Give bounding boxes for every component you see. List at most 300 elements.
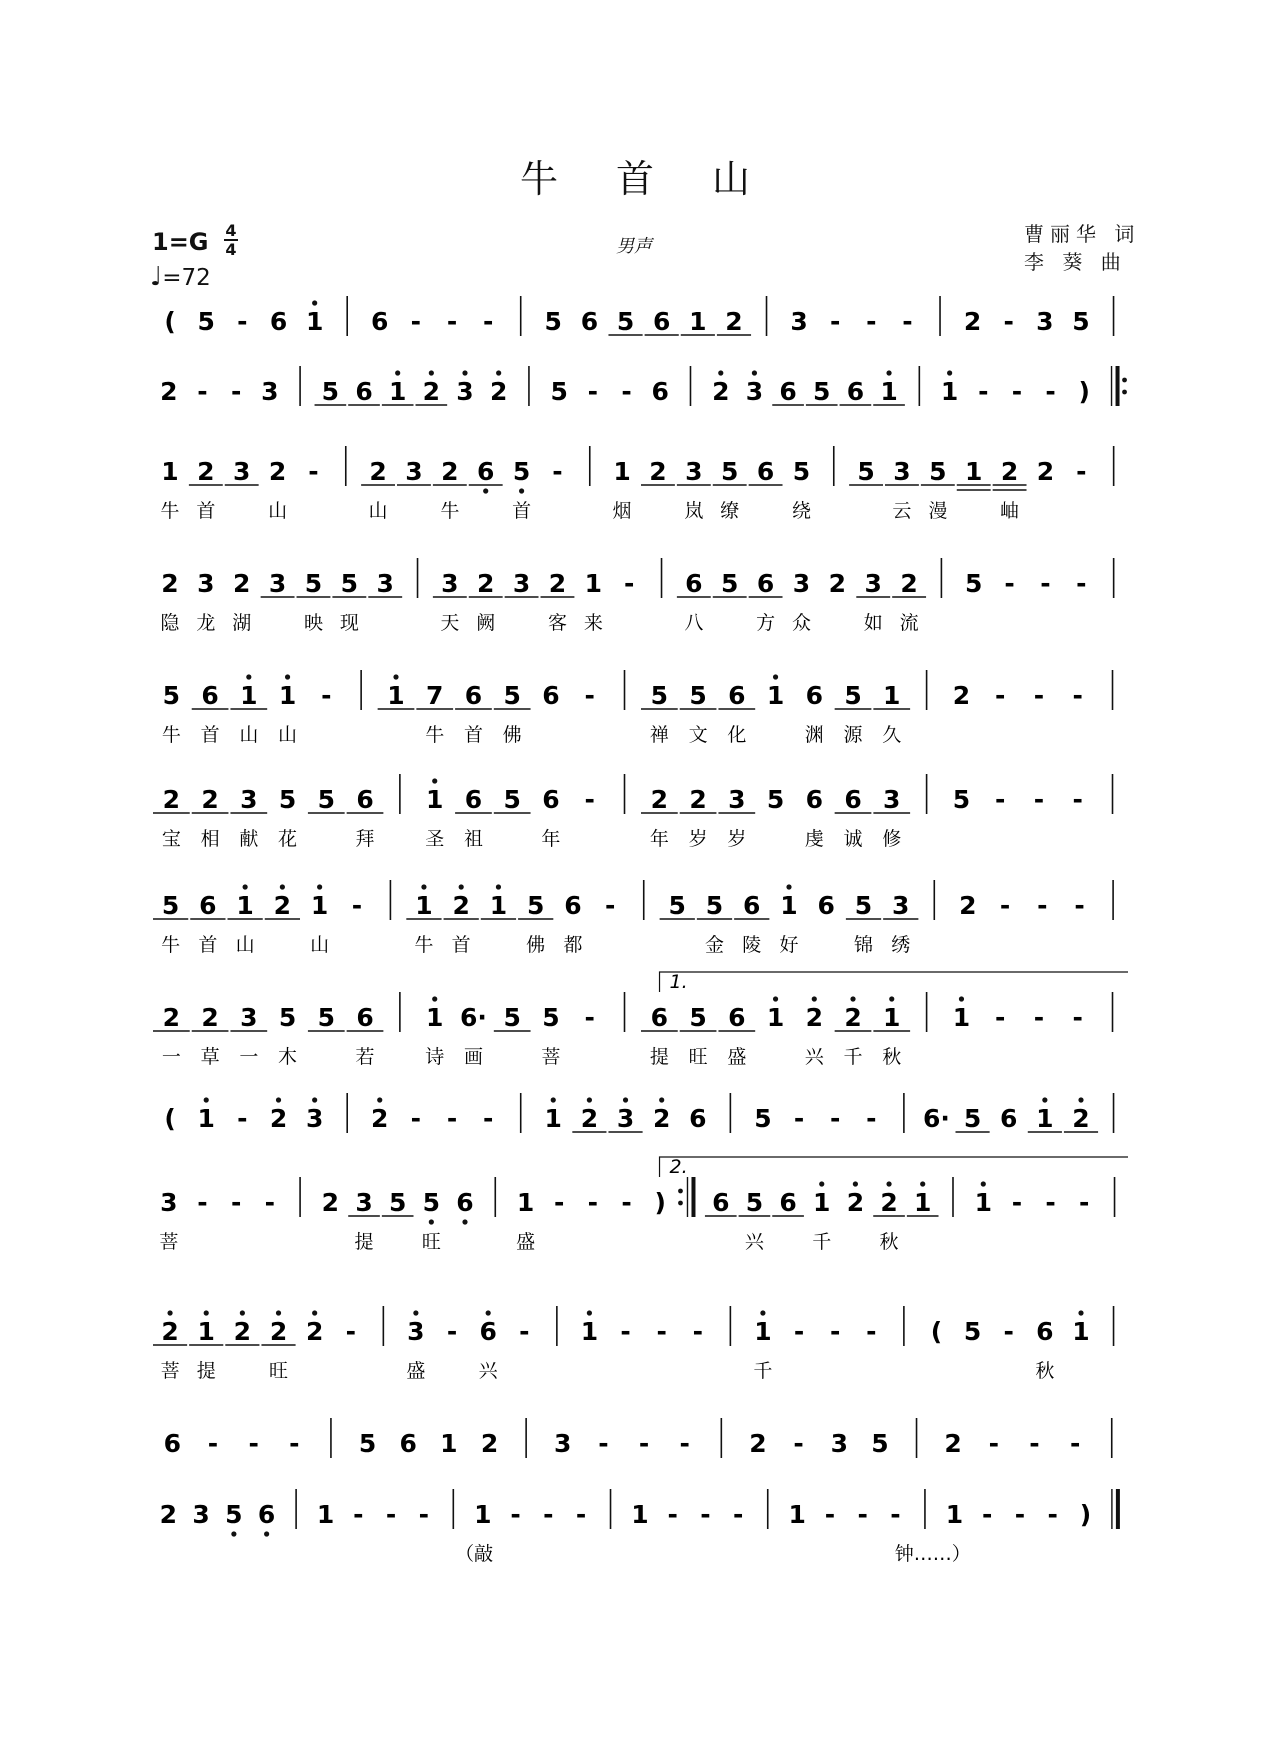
dash-sustain: - bbox=[230, 1188, 242, 1217]
dash-sustain: - bbox=[1011, 377, 1023, 406]
note-number: 3 bbox=[405, 457, 423, 486]
note-number: 1 bbox=[316, 1500, 335, 1529]
note-number: 2 bbox=[959, 891, 977, 920]
dash-sustain: - bbox=[1076, 457, 1087, 486]
note-number: 2 bbox=[725, 307, 743, 336]
lyric-syllable: 金 bbox=[704, 934, 725, 956]
lyric-syllable: 首 bbox=[200, 724, 220, 746]
high-octave-dot bbox=[204, 1310, 209, 1315]
volta-label: 2. bbox=[669, 1156, 688, 1178]
lyric-syllable: 诚 bbox=[843, 828, 863, 850]
note-number: 2 bbox=[273, 891, 292, 920]
note-number: 6 bbox=[805, 681, 823, 710]
note-number: 5 bbox=[721, 457, 739, 486]
high-octave-dot bbox=[760, 1310, 765, 1315]
note-number: 5 bbox=[965, 569, 983, 598]
lyric-syllable: 兴 bbox=[478, 1360, 498, 1382]
lyric-syllable: 绕 bbox=[791, 500, 811, 522]
volta-bracket bbox=[660, 972, 1128, 992]
note-number: 6 bbox=[844, 785, 862, 814]
note-number: 1 bbox=[788, 1500, 806, 1529]
note-number: 6 bbox=[269, 307, 288, 336]
dash-sustain: - bbox=[552, 457, 563, 486]
note-number: 1 bbox=[945, 1500, 964, 1529]
lyric-syllable: 拜 bbox=[355, 828, 375, 850]
note-number: 1 bbox=[426, 785, 444, 814]
lyric-syllable: 佛 bbox=[502, 724, 522, 746]
note-number: 5 bbox=[668, 891, 686, 920]
dash-sustain: - bbox=[197, 1188, 208, 1217]
note-number: 5 bbox=[512, 457, 531, 486]
note-number: 2 bbox=[162, 1003, 181, 1032]
note-number: 6 bbox=[1036, 1317, 1054, 1346]
note-number: 1 bbox=[584, 569, 603, 598]
lyric-syllable: 献 bbox=[239, 828, 259, 850]
dash-sustain: - bbox=[1003, 307, 1014, 336]
lyric-syllable: 好 bbox=[779, 934, 799, 956]
note-number: 6 bbox=[1000, 1104, 1018, 1133]
lyric-syllable: 现 bbox=[339, 612, 359, 634]
lyric-syllable: 兴 bbox=[804, 1046, 824, 1068]
note-number: 6 bbox=[779, 1188, 797, 1217]
note-number: 5 bbox=[225, 1500, 243, 1529]
lyric-syllable: 秋 bbox=[882, 1046, 902, 1068]
low-octave-dot bbox=[429, 1219, 434, 1224]
dash-sustain: - bbox=[1037, 891, 1048, 920]
dash-sustain: - bbox=[289, 1429, 300, 1458]
dash-sustain: - bbox=[1072, 681, 1083, 710]
note-number: 6 bbox=[356, 1003, 374, 1032]
dash-sustain: - bbox=[830, 307, 841, 336]
lyric-syllable: 岫 bbox=[1000, 500, 1020, 522]
note-number: 5 bbox=[550, 377, 568, 406]
lyric-syllable: 年 bbox=[649, 828, 669, 850]
note-number: 6 bbox=[805, 785, 823, 814]
lyric-syllable: 花 bbox=[278, 828, 298, 850]
note-number: 5 bbox=[871, 1429, 889, 1458]
note-number: 6 bbox=[712, 1188, 730, 1217]
dash-sustain: - bbox=[598, 1429, 609, 1458]
dash-sustain: - bbox=[1014, 1500, 1026, 1529]
note-number: 6 bbox=[728, 1003, 746, 1032]
dash-sustain: - bbox=[1074, 891, 1085, 920]
lyric-syllable: 钟……） bbox=[894, 1543, 971, 1565]
note-number: 1 bbox=[440, 1429, 458, 1458]
note-number: 2 bbox=[161, 1317, 179, 1346]
dash-sustain: - bbox=[866, 307, 877, 336]
lyric-syllable: 盛 bbox=[727, 1046, 747, 1068]
lyric-syllable: 山 bbox=[310, 934, 330, 956]
note-number: 2 bbox=[269, 1317, 288, 1346]
note-number: ( bbox=[930, 1317, 943, 1346]
high-octave-dot bbox=[659, 1097, 664, 1102]
note-number: ) bbox=[654, 1188, 666, 1217]
note-number: 3 bbox=[554, 1429, 572, 1458]
lyric-syllable: 旺 bbox=[688, 1046, 708, 1068]
note-number: 6 bbox=[689, 1104, 707, 1133]
note-number: 2 bbox=[269, 1104, 288, 1133]
note-number: 1 bbox=[415, 891, 433, 920]
note-number: ) bbox=[1079, 1500, 1092, 1529]
note-number: 6 bbox=[685, 569, 703, 598]
note-number: 1 bbox=[952, 1003, 971, 1032]
note-number: 5 bbox=[857, 457, 875, 486]
dash-sustain: - bbox=[1004, 569, 1015, 598]
note-number: 6 bbox=[756, 569, 775, 598]
note-number: 1 bbox=[387, 681, 405, 710]
lyric-syllable: 禅 bbox=[649, 724, 669, 746]
repeat-dot bbox=[1122, 390, 1127, 395]
lyric-syllable: 众 bbox=[791, 612, 811, 634]
lyric-syllable: 山 bbox=[268, 500, 288, 522]
lyric-syllable: 千 bbox=[812, 1231, 832, 1253]
lyric-syllable: 烟 bbox=[612, 500, 632, 522]
note-number: 5 bbox=[162, 681, 181, 710]
dash-sustain: - bbox=[308, 457, 319, 486]
note-number: 6 bbox=[756, 457, 775, 486]
lyric-syllable: 岁 bbox=[688, 828, 708, 850]
quarter-note-icon: ♩ bbox=[150, 262, 163, 292]
lyric-syllable: 化 bbox=[727, 724, 747, 746]
note-number: 3 bbox=[240, 785, 258, 814]
note-number: ( bbox=[164, 1104, 176, 1133]
dash-sustain: - bbox=[584, 785, 595, 814]
high-octave-dot bbox=[486, 1310, 491, 1315]
lyric-syllable: 锦 bbox=[854, 934, 874, 956]
lyric-syllable: 阙 bbox=[476, 612, 496, 634]
note-number: 6 bbox=[728, 681, 746, 710]
note-number: 2 bbox=[900, 569, 918, 598]
note-number: 1 bbox=[754, 1317, 772, 1346]
high-octave-dot bbox=[432, 996, 437, 1001]
low-octave-dot bbox=[483, 488, 488, 493]
dash-sustain: - bbox=[587, 1188, 599, 1217]
note-number: 3 bbox=[407, 1317, 425, 1346]
high-octave-dot bbox=[1078, 1310, 1083, 1315]
repeat-dot bbox=[1122, 378, 1127, 383]
lyric-syllable: 流 bbox=[899, 612, 919, 634]
note-number: 2 bbox=[162, 785, 181, 814]
lyric-syllable: 八 bbox=[684, 612, 704, 634]
lyric-syllable: 一 bbox=[239, 1046, 259, 1068]
note-number: 3 bbox=[268, 569, 287, 598]
note-number: 1 bbox=[310, 891, 329, 920]
note-number: 2 bbox=[321, 1188, 340, 1217]
lyric-syllable: 菩 bbox=[159, 1231, 179, 1253]
lyric-syllable: （敲 bbox=[455, 1543, 494, 1565]
note-number: 2 bbox=[159, 1500, 178, 1529]
low-octave-dot bbox=[519, 488, 524, 493]
note-number: 2 bbox=[160, 377, 178, 406]
dash-sustain: - bbox=[554, 1188, 565, 1217]
note-number: 3 bbox=[792, 569, 811, 598]
dash-sustain: - bbox=[207, 1429, 219, 1458]
dash-sustain: - bbox=[733, 1500, 744, 1529]
note-number: 5 bbox=[388, 1188, 407, 1217]
high-octave-dot bbox=[204, 1097, 209, 1102]
dash-sustain: - bbox=[988, 1429, 999, 1458]
note-number: 6 bbox=[201, 681, 219, 710]
lyric-syllable: 文 bbox=[688, 724, 708, 746]
lyric-syllable: 年 bbox=[541, 828, 561, 850]
lyric-syllable: 千 bbox=[753, 1360, 773, 1382]
lyric-syllable: 画 bbox=[463, 1046, 483, 1068]
note-number: 5 bbox=[963, 1104, 982, 1133]
note-number: 5 bbox=[813, 377, 831, 406]
lyric-syllable: 山 bbox=[368, 500, 388, 522]
note-number: 3 bbox=[160, 1188, 178, 1217]
high-octave-dot bbox=[167, 1310, 172, 1315]
dash-sustain: - bbox=[830, 1317, 841, 1346]
lyric-syllable: 兴 bbox=[744, 1231, 764, 1253]
lyric-syllable: 如 bbox=[863, 612, 883, 634]
high-octave-dot bbox=[623, 1097, 628, 1102]
note-number: 1 bbox=[305, 307, 324, 336]
note-number: 1 bbox=[474, 1500, 492, 1529]
note-number: 3 bbox=[305, 1104, 324, 1133]
dash-sustain: - bbox=[248, 1429, 259, 1458]
note-number: 3 bbox=[192, 1500, 210, 1529]
note-number: 2 bbox=[1036, 457, 1055, 486]
note-number: 3 bbox=[893, 457, 911, 486]
high-octave-dot bbox=[395, 370, 400, 375]
note-number: 5 bbox=[705, 891, 724, 920]
note-number: 5 bbox=[952, 785, 971, 814]
note-number: 5 bbox=[278, 1003, 297, 1032]
title-char-1: 牛 bbox=[519, 157, 560, 201]
note-number: 3 bbox=[441, 569, 459, 598]
note-number: 6 bbox=[564, 891, 582, 920]
note-number: 3 bbox=[233, 457, 251, 486]
lyric-syllable: 秋 bbox=[879, 1231, 899, 1253]
note-number: 5 bbox=[304, 569, 323, 598]
dash-sustain: - bbox=[902, 307, 913, 336]
note-number: 2 bbox=[880, 1188, 898, 1217]
lyric-syllable: 盛 bbox=[406, 1360, 426, 1382]
note-number: 6 bbox=[199, 891, 217, 920]
note-number: 6 bbox=[779, 377, 797, 406]
dash-sustain: - bbox=[264, 1188, 275, 1217]
note-number: 6· bbox=[922, 1104, 950, 1133]
lyricist-credit: 曹丽华 词 bbox=[1024, 222, 1141, 246]
lyric-syllable: 提 bbox=[649, 1046, 669, 1068]
dash-sustain: - bbox=[824, 1500, 836, 1529]
note-number: 3 bbox=[892, 891, 910, 920]
high-octave-dot bbox=[421, 884, 426, 889]
lyric-syllable: 龙 bbox=[196, 612, 216, 634]
dash-sustain: - bbox=[999, 891, 1011, 920]
dash-sustain: - bbox=[584, 1003, 595, 1032]
title-char-3: 山 bbox=[712, 157, 753, 201]
dash-sustain: - bbox=[793, 1104, 805, 1133]
note-number: 2 bbox=[201, 785, 219, 814]
high-octave-dot bbox=[285, 674, 290, 679]
note-number: 1 bbox=[914, 1188, 932, 1217]
lyric-syllable: 映 bbox=[303, 612, 323, 634]
note-number: ( bbox=[164, 307, 176, 336]
note-number: 2 bbox=[480, 1429, 499, 1458]
note-number: 3 bbox=[197, 569, 215, 598]
note-number: 5 bbox=[792, 457, 811, 486]
lyric-syllable: 修 bbox=[882, 828, 902, 850]
high-octave-dot bbox=[312, 1097, 317, 1102]
high-octave-dot bbox=[429, 370, 434, 375]
lyric-syllable: 旺 bbox=[269, 1360, 289, 1382]
lyric-syllable: 陵 bbox=[742, 934, 762, 956]
note-number: 6 bbox=[817, 891, 835, 920]
lyric-syllable: 源 bbox=[843, 724, 863, 746]
high-octave-dot bbox=[920, 1181, 925, 1186]
note-number: 7 bbox=[426, 681, 444, 710]
high-octave-dot bbox=[496, 884, 501, 889]
note-number: 5 bbox=[1072, 307, 1090, 336]
note-number: 2 bbox=[452, 891, 470, 920]
dash-sustain: - bbox=[700, 1500, 711, 1529]
high-octave-dot bbox=[886, 370, 891, 375]
low-octave-dot bbox=[462, 1219, 467, 1224]
voice-type: 男声 bbox=[616, 236, 652, 257]
note-number: 1 bbox=[197, 1317, 215, 1346]
note-number: 5 bbox=[197, 307, 215, 336]
key-signature: 1=G bbox=[152, 228, 209, 256]
note-number: 5 bbox=[689, 681, 707, 710]
lyric-syllable: 相 bbox=[200, 828, 220, 850]
dash-sustain: - bbox=[446, 307, 458, 336]
dash-sustain: - bbox=[994, 681, 1006, 710]
note-number: 1 bbox=[880, 377, 898, 406]
lyric-syllable: 一 bbox=[161, 1046, 181, 1068]
note-number: 3 bbox=[456, 377, 474, 406]
lyric-syllable: 提 bbox=[354, 1231, 374, 1253]
note-number: 5 bbox=[721, 569, 739, 598]
note-number: 5 bbox=[317, 785, 335, 814]
high-octave-dot bbox=[587, 1310, 592, 1315]
note-number: 5 bbox=[340, 569, 359, 598]
high-octave-dot bbox=[413, 1310, 418, 1315]
dash-sustain: - bbox=[410, 1104, 422, 1133]
lyric-syllable: 牛 bbox=[161, 724, 181, 746]
composer-credit: 李 葵 曲 bbox=[1024, 250, 1127, 274]
high-octave-dot bbox=[393, 674, 398, 679]
lyric-syllable: 隐 bbox=[160, 612, 180, 634]
dash-sustain: - bbox=[1033, 1003, 1045, 1032]
dash-sustain: - bbox=[482, 1104, 494, 1133]
note-number: 6 bbox=[652, 307, 671, 336]
note-number: 5 bbox=[844, 681, 862, 710]
lyric-syllable: 方 bbox=[756, 612, 776, 634]
lyric-syllable: 漫 bbox=[928, 500, 948, 522]
lyric-syllable: 盛 bbox=[516, 1231, 536, 1253]
dash-sustain: - bbox=[1069, 1429, 1081, 1458]
note-number: 1 bbox=[161, 457, 179, 486]
note-number: 2 bbox=[197, 457, 215, 486]
time-signature-top: 4 bbox=[225, 221, 237, 240]
note-number: 3 bbox=[616, 1104, 635, 1133]
note-number: 1 bbox=[766, 681, 785, 710]
note-number: 6 bbox=[651, 377, 669, 406]
dash-sustain: - bbox=[1072, 785, 1083, 814]
note-number: 3 bbox=[685, 457, 703, 486]
high-octave-dot bbox=[462, 370, 467, 375]
note-number: 5 bbox=[650, 681, 669, 710]
note-number: 5 bbox=[358, 1429, 377, 1458]
lyric-syllable: 佛 bbox=[526, 934, 546, 956]
note-number: 1 bbox=[544, 1104, 562, 1133]
dash-sustain: - bbox=[410, 307, 422, 336]
dash-sustain: - bbox=[624, 569, 635, 598]
dash-sustain: - bbox=[519, 1317, 530, 1346]
note-number: 6 bbox=[371, 307, 389, 336]
note-number: 6 bbox=[542, 785, 560, 814]
note-number: 5 bbox=[766, 785, 785, 814]
dash-sustain: - bbox=[345, 1317, 357, 1346]
note-number: 2 bbox=[749, 1429, 767, 1458]
high-octave-dot bbox=[551, 1097, 556, 1102]
dash-sustain: - bbox=[1072, 1003, 1083, 1032]
dash-sustain: - bbox=[866, 1317, 877, 1346]
note-number: 1 bbox=[516, 1188, 535, 1217]
note-number: 5 bbox=[542, 1003, 560, 1032]
note-number: 6 bbox=[399, 1429, 417, 1458]
dash-sustain: - bbox=[1040, 569, 1051, 598]
note-number: 5 bbox=[422, 1188, 441, 1217]
lyric-syllable: 山 bbox=[235, 934, 255, 956]
note-number: 2 bbox=[844, 1003, 862, 1032]
high-octave-dot bbox=[812, 996, 817, 1001]
note-number: 1 bbox=[1036, 1104, 1054, 1133]
note-number: 3 bbox=[376, 569, 394, 598]
note-number: 1 bbox=[278, 681, 297, 710]
note-number: 2 bbox=[371, 1104, 389, 1133]
lyric-syllable: 诗 bbox=[425, 1046, 445, 1068]
lyric-syllable: 渊 bbox=[804, 724, 824, 746]
note-number: 6 bbox=[163, 1429, 182, 1458]
note-number: 1 bbox=[489, 891, 508, 920]
lyric-syllable: 宝 bbox=[161, 828, 181, 850]
high-octave-dot bbox=[312, 1310, 317, 1315]
dash-sustain: - bbox=[793, 1317, 805, 1346]
high-octave-dot bbox=[1078, 1097, 1083, 1102]
note-number: 6 bbox=[477, 457, 495, 486]
lyric-syllable: 都 bbox=[563, 934, 583, 956]
note-number: 3 bbox=[240, 1003, 258, 1032]
note-number: 5 bbox=[503, 681, 521, 710]
high-octave-dot bbox=[853, 1181, 858, 1186]
high-octave-dot bbox=[280, 884, 285, 889]
note-number: 2 bbox=[268, 457, 287, 486]
high-octave-dot bbox=[773, 674, 778, 679]
note-number: 1 bbox=[580, 1317, 599, 1346]
note-number: 1 bbox=[813, 1188, 831, 1217]
dash-sustain: - bbox=[605, 891, 616, 920]
note-number: 6 bbox=[257, 1500, 276, 1529]
note-number: 6 bbox=[846, 377, 865, 406]
note-number: 1 bbox=[766, 1003, 785, 1032]
lyric-syllable: 山 bbox=[278, 724, 298, 746]
note-number: 2 bbox=[305, 1317, 324, 1346]
high-octave-dot bbox=[947, 370, 952, 375]
lyric-syllable: 草 bbox=[200, 1046, 220, 1068]
note-number: 6 bbox=[464, 785, 483, 814]
lyric-syllable: 秋 bbox=[1035, 1360, 1055, 1382]
lyric-syllable: 牛 bbox=[425, 724, 445, 746]
lyric-syllable: 圣 bbox=[425, 828, 445, 850]
note-number: 2 bbox=[1072, 1104, 1090, 1133]
note-number: 6 bbox=[355, 377, 373, 406]
note-number: 5 bbox=[754, 1104, 772, 1133]
high-octave-dot bbox=[886, 1181, 891, 1186]
note-number: 1 bbox=[388, 377, 407, 406]
